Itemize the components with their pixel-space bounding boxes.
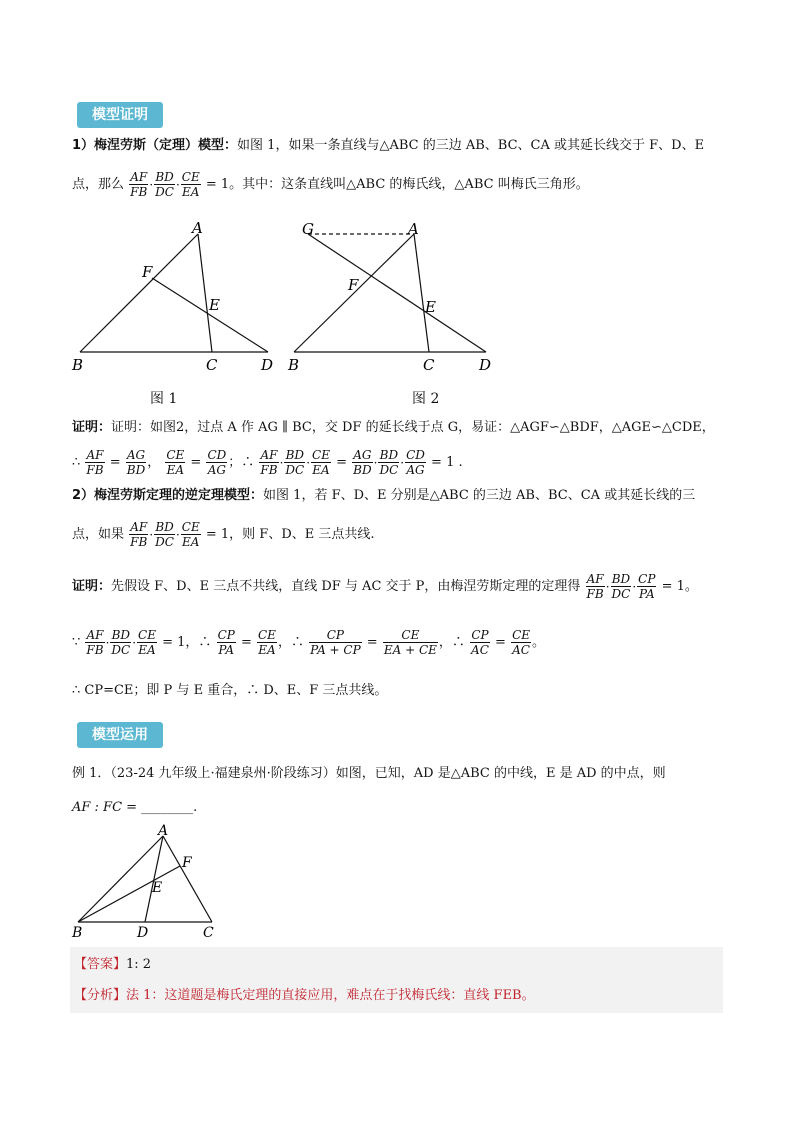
figure-2-caption: 图 2 xyxy=(412,391,440,407)
figure-2-triangle xyxy=(284,220,504,380)
paragraph-1-line-2-start: 点，那么 xyxy=(72,177,125,192)
proof-1-label: 证明： xyxy=(72,420,112,435)
paragraph-2-line-2-end: = 1，则 F、D、E 三点共线. xyxy=(205,527,375,542)
paragraph-1-label: 1）梅涅劳斯（定理）模型： xyxy=(72,138,238,153)
proof-2-line-1: 证明：先假设 F、D、E 三点不共线，直线 DF 与 AC 交于 P，由梅涅劳斯定理的定理得 $\frac{AF}{FB}$ · $\frac{BD}{DC}$ · $\frac{CP}{PA}$ = 1。 xyxy=(72,572,698,601)
analysis-text: 法 1：这道题是梅氏定理的直接应用，难点在于找梅氏线：直线 FEB。 xyxy=(126,988,535,1003)
paragraph-1-line-2-end: = 1。其中：这条直线叫△ABC 的梅氏线，△ABC 叫梅氏三角形。 xyxy=(205,177,589,192)
fig2-label-B: B xyxy=(288,356,300,374)
fig2-label-D: D xyxy=(479,356,492,374)
fig3-label-C: C xyxy=(203,925,214,941)
proof-1-text: 证明：如图2，过点 A 作 AG ∥ BC，交 DF 的延长线于点 G，易证：△AGF∽△BDF，△AGE∽△CDE， xyxy=(111,420,715,435)
proof-2-label: 证明： xyxy=(72,579,112,594)
fig2-label-C: C xyxy=(423,356,435,374)
proof-1-line-2: ∴ $\frac{AF}{FB}$ = $\frac{AG}{BD}$ ， $\frac{CE}{EA}$ = $\frac{CD}{AG}$ ；∴ $\frac{AF}{FB}$ · $\frac{BD}{DC}$ · $\frac{CE}{EA}$ = $\frac{AG}{BD}$ · $\frac{BD}{DC}$ · $\frac{CD}{AG}$ = 1 . xyxy=(72,448,463,477)
conclusion-line: ∴ CP=CE；即 P 与 E 重合，∴ D、E、F 三点共线。 xyxy=(72,683,388,698)
proof-2-text: 先假设 F、D、E 三点不共线，直线 DF 与 AC 交于 P，由梅涅劳斯定理的定理得 xyxy=(111,579,581,594)
answer-label: 【答案】 xyxy=(74,957,127,972)
fig3-label-A: A xyxy=(158,823,169,839)
fig3-label-E: E xyxy=(152,880,163,896)
fraction-af-fb: $\frac{AF}{FB}$ xyxy=(130,170,148,199)
answer-value: 1: 2 xyxy=(126,957,152,972)
example-line-2: AF : FC = ________. xyxy=(72,800,198,815)
fig2-label-E: E xyxy=(425,298,436,316)
proof-2-end: = 1。 xyxy=(661,579,698,594)
figure-3-triangle xyxy=(66,822,226,942)
fig1-label-A: A xyxy=(192,220,203,237)
analysis-label: 【分析】 xyxy=(74,988,127,1003)
fraction-bd-dc: $\frac{BD}{DC}$ xyxy=(155,170,174,199)
analysis-line xyxy=(74,986,535,1006)
section-tag-model-application: 模型运用 xyxy=(77,722,163,748)
fig1-label-C: C xyxy=(206,356,218,374)
fig2-label-G: G xyxy=(302,220,314,238)
fig3-label-D: D xyxy=(137,925,149,941)
fig3-label-B: B xyxy=(72,925,83,941)
fig3-label-F: F xyxy=(182,855,192,871)
paragraph-2-label: 2）梅涅劳斯定理的逆定理模型： xyxy=(72,488,264,503)
paragraph-1-line-1 xyxy=(72,136,704,156)
section-tag-model-proof: 模型证明 xyxy=(77,102,163,128)
fig1-label-F: F xyxy=(142,263,153,281)
paragraph-2-line-2-start: 点，如果 xyxy=(72,527,125,542)
example-line-1: 例 1．（23-24 九年级上·福建泉州·阶段练习）如图，已知，AD 是△ABC 的中线，E 是 AD 的中点，则 xyxy=(72,766,666,781)
paragraph-2-line-1 xyxy=(72,486,695,506)
fig2-label-F: F xyxy=(348,276,359,294)
paragraph-1-text: 如图 1，如果一条直线与△ABC 的三边 AB、BC、CA 或其延长线交于 F、D、E xyxy=(237,138,705,153)
fig2-label-A: A xyxy=(408,220,419,238)
paragraph-2-line-2: 点，如果 $\frac{AF}{FB}$ · $\frac{BD}{DC}$ · $\frac{CE}{EA}$ = 1，则 F、D、E 三点共线. xyxy=(72,520,375,549)
fig1-label-E: E xyxy=(209,296,220,314)
proof-2-line-2: ∵ $\frac{AF}{FB}$ · $\frac{BD}{DC}$ · $\frac{CE}{EA}$ = 1，∴ $\frac{CP}{PA}$ = $\frac{CE}{EA}$ ，∴ $\frac{CP}{PA + CP}$ = $\frac{CE}{EA + CE}$ ，∴ $\frac{CP}{AC}$ = $\frac{CE}{AC}$ 。 xyxy=(72,628,546,657)
proof-1-line-1 xyxy=(72,418,715,438)
fraction-ce-ea: $\frac{CE}{EA}$ xyxy=(181,170,200,199)
paragraph-1-line-2: 点，那么 $\frac{AF}{FB}$ · $\frac{BD}{DC}$ · $\frac{CE}{EA}$ = 1。其中：这条直线叫△ABC 的梅氏线，△ABC 叫梅氏三角形。 xyxy=(72,170,589,199)
answer-line xyxy=(74,955,151,975)
fig1-label-B: B xyxy=(72,356,84,374)
paragraph-2-text: 如图 1，若 F、D、E 分别是△ABC 的三边 AB、BC、CA 或其延长线的三 xyxy=(263,488,696,503)
figure-1-caption: 图 1 xyxy=(150,391,178,407)
fig1-label-D: D xyxy=(261,356,274,374)
figure-1-triangle xyxy=(66,220,286,380)
